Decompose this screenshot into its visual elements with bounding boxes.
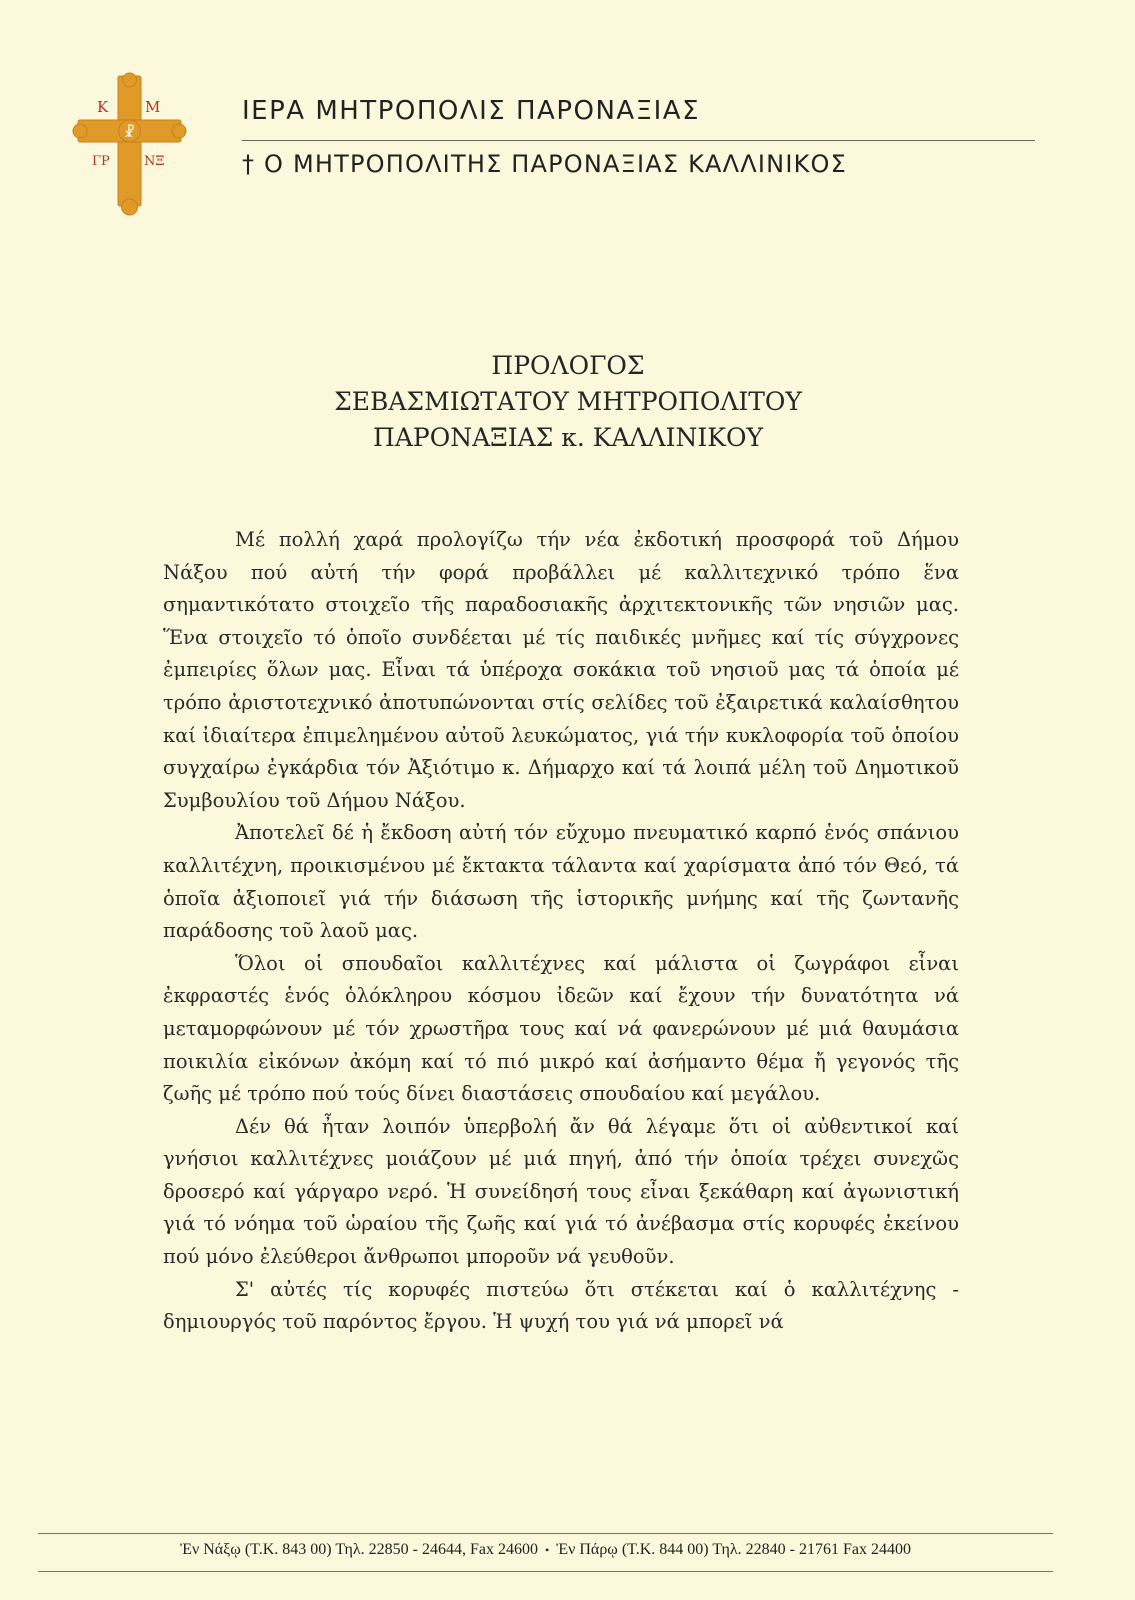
letterhead-divider xyxy=(242,140,1035,141)
document-title xyxy=(318,348,818,456)
emblem-letter-m: Μ xyxy=(145,98,161,116)
footer-paros-contact: Ἐν Πάρῳ (Τ.Κ. 844 00) Τηλ. 22840 - 21761 Fax 24400 xyxy=(556,1541,911,1558)
title-line-3: ΠΑΡΟΝΑΞΙΑΣ κ. ΚΑΛΛΙΝΙΚΟΥ xyxy=(373,423,763,452)
body-paragraph-5: Σ' αὐτές τίς κορυφές πιστεύω ὅτι στέκεται καί ὁ καλλιτέχνης - δημιουργός τοῦ παρόντος ἔργου. Ἡ ψυχή του γιά νά μπορεῖ νά xyxy=(163,1277,959,1334)
emblem-letter-nz: ΝΞ xyxy=(144,154,165,169)
title-line-1: ΠΡΟΛΟΓΟΣ xyxy=(491,351,645,380)
emblem-letter-gr: ΓΡ xyxy=(92,154,110,169)
body-paragraph-2: Ἀποτελεῖ δέ ἡ ἔκδοση αὐτή τόν εὔχυμο πνευματικό καρπό ἑνός σπάνιου καλλιτέχνη, προικισμένου μέ ἔκτακτα τάλαντα καί χαρίσματα ἀπό τόν Θεό, τά ὁποῖα ἀξιοποιεῖ γιά τήν διάσωση τῆς ἱστορικῆς μνήμης καί τῆς ζωντανῆς παράδοσης τοῦ λαοῦ μας. xyxy=(163,821,959,943)
letter-body xyxy=(163,524,959,1339)
body-paragraph-3: Ὅλοι οἱ σπουδαῖοι καλλιτέχνες καί μάλιστα οἱ ζωγράφοι εἶναι ἐκφραστές ἑνός ὁλόκληρου κόσμου ἰδεῶν καί ἔχουν τήν δυνατότητα νά μεταμορφώνουν μέ τόν χρωστῆρα τους καί νά φανερώνουν μέ μιά θαυμάσια ποικιλία εἰκόνων ἀκόμη καί τό πιό μικρό καί ἀσήμαντο θέμα ἤ γεγονός τῆς ζωῆς μέ τρόπο πού τούς δίνει διαστάσεις σπουδαίου καί μεγάλου. xyxy=(163,951,959,1106)
title-line-2: ΣΕΒΑΣΜΙΩΤΑΤΟΥ ΜΗΤΡΟΠΟΛΙΤΟΥ xyxy=(334,387,802,416)
letterhead-metropolis-name: ΙΕΡΑ ΜΗΤΡΟΠΟΛΙΣ ΠΑΡΟΝΑΞΙΑΣ xyxy=(242,96,701,126)
footer-contact xyxy=(38,1541,1053,1559)
footer-separator: • xyxy=(544,1543,550,1557)
body-paragraph-4: Δέν θά ἦταν λοιπόν ὑπερβολή ἄν θά λέγαμε ὅτι οἱ αὐθεντικοί καί γνήσιοι καλλιτέχνες μοιάζουν μέ μιά πηγή, ἀπό τήν ὁποία τρέχει συνεχῶς δροσερό καί γάργαρο νερό. Ἡ συνείδησή τους εἶναι ξεκάθαρη καί ἀγωνιστική γιά τό νόημα τοῦ ὡραίου τῆς ζωῆς καί γιά τό ἀνέβασμα στίς κορυφές ἐκείνου πού μόνο ἐλεύθεροι ἄνθρωποι μποροῦν νά γευθοῦν. xyxy=(163,1114,959,1269)
body-paragraph-1: Μέ πολλή χαρά προλογίζω τήν νέα ἐκδοτική προσφορά τοῦ Δήμου Νάξου πού αὐτή τήν φορά προβάλλει μέ καλλιτεχνικό τρόπο ἕνα σημαντικότατο στοιχεῖο τῆς παραδοσιακῆς ἀρχιτεκτονικῆς τῶν νησιῶν μας. Ἕνα στοιχεῖο τό ὁποῖο συνδέεται μέ τίς παιδικές μνῆμες καί τίς σύγχρονες ἐμπειρίες ὅλων μας. Εἶναι τά ὑπέροχα σοκάκια τοῦ νησιοῦ μας τά ὁποία μέ τρόπο ἀριστοτεχνικό ἀποτυπώνονται στίς σελίδες τοῦ ἐξαιρετικά καλαίσθητου καί ἰδιαίτερα ἐπιμελημένου αὐτοῦ λευκώματος, γιά τήν κυκλοφορία τοῦ ὁποίου συγχαίρω ἐγκάρδια τόν Ἀξιότιμο κ. Δήμαρχο καί τά λοιπά μέλη τοῦ Δημοτικοῦ Συμβουλίου τοῦ Δήμου Νάξου. xyxy=(163,528,959,812)
footer-naxos-contact: Ἐν Νάξῳ (Τ.Κ. 843 00) Τηλ. 22850 - 24644, Fax 24600 xyxy=(180,1541,538,1558)
letterhead-metropolitan-name: † Ο ΜΗΤΡΟΠΟΛΙΤΗΣ ΠΑΡΟΝΑΞΙΑΣ ΚΑΛΛΙΝΙΚΟΣ xyxy=(242,150,848,178)
emblem-letter-k: Κ xyxy=(97,98,109,116)
footer-divider-bottom xyxy=(38,1571,1053,1572)
chi-rho-icon: ☧ xyxy=(124,125,135,141)
footer-divider-top xyxy=(38,1533,1053,1534)
cross-emblem-icon xyxy=(72,70,187,218)
